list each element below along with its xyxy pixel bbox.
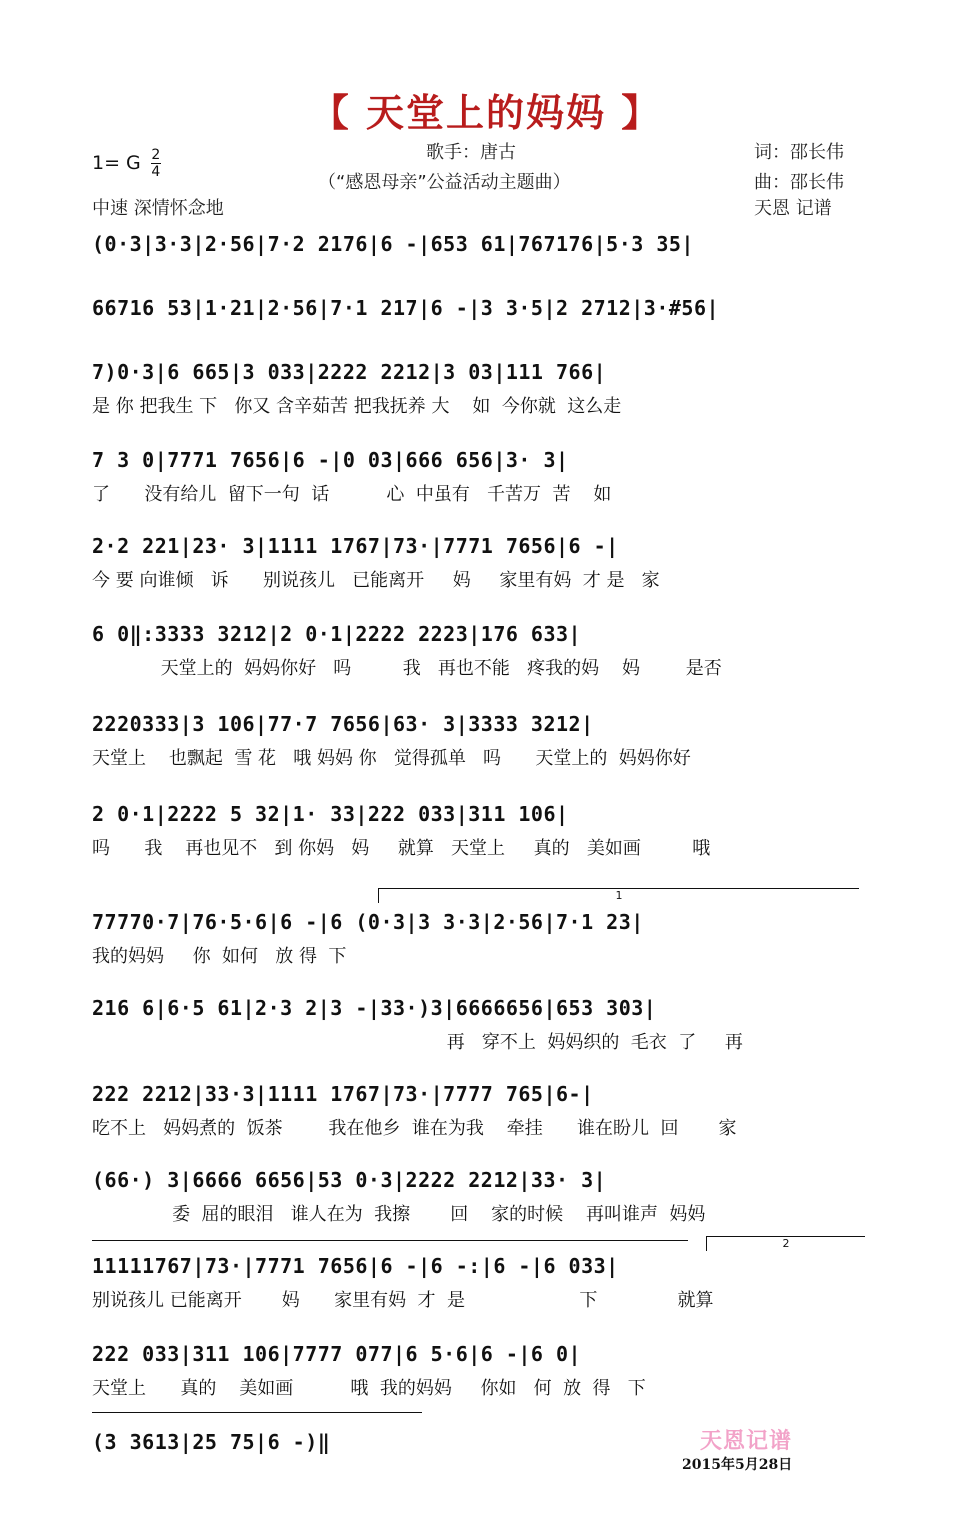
lyrics-line: 我的妈妈 你 如何 放 得 下: [92, 946, 347, 967]
score-row-1: [92, 230, 868, 292]
tempo-marking: 中速 深情怀念地: [92, 198, 224, 219]
notation-line: 222 2212|33·3|1111 1767|73·|7777 765|6-|: [92, 1082, 594, 1106]
song-title: 【 天堂上的妈妈 】: [310, 91, 662, 135]
lyrics-line: 吃不上 妈妈煮的 饭茶 我在他乡 谁在为我 牵挂 谁在盼儿 回 家: [92, 1118, 737, 1139]
score-row-9: [92, 908, 868, 970]
coda-line: [92, 1412, 422, 1413]
notation-line: 77770·7|76·5·6|6 -|6 (0·3|3 3·3|2·56|7·1 23|: [92, 910, 644, 934]
volta-bracket-1: [378, 888, 859, 903]
volta-bracket-2: [706, 1236, 865, 1251]
score-row-12: [92, 1166, 868, 1228]
notation-line: 2220333|3 106|77·7 7656|63· 3|3333 3212|: [92, 712, 594, 736]
time-sig-bottom: 4: [151, 164, 161, 180]
transcriber-stamp: 天恩记谱: [700, 1428, 793, 1454]
volta-label: 2: [782, 1237, 790, 1250]
lyrics-line: 再 穿不上 妈妈织的 毛衣 了 再: [92, 1032, 743, 1053]
subtitle: （“感恩母亲”公益活动主题曲）: [318, 172, 571, 193]
notation-line: (66·) 3|6666 6656|53 0·3|2222 2212|33· 3|: [92, 1168, 607, 1192]
key-signature: [92, 148, 161, 179]
score-row-11: [92, 1080, 868, 1142]
lyrics-line: [92, 266, 868, 292]
volta-label: 1: [615, 889, 623, 902]
score-row-7: [92, 710, 868, 772]
lyrics-line: 天堂上 真的 美如画 哦 我的妈妈 你如 何 放 得 下: [92, 1378, 646, 1399]
notation-line: 222 033|311 106|7777 077|6 5·6|6 -|6 0|: [92, 1342, 582, 1366]
notation-line: 2·2 221|23· 3|1111 1767|73·|7771 7656|6 -|: [92, 534, 619, 558]
score-row-2: [92, 294, 868, 356]
notation-line: 6 0‖:3333 3212|2 0·1|2222 2223|176 633|: [92, 622, 582, 646]
composer: 曲：邵长伟: [754, 172, 844, 193]
score-row-6: [92, 620, 868, 682]
time-signature: [151, 148, 161, 179]
lyrics-line: [92, 330, 868, 356]
notation-line: 2 0·1|2222 5 32|1· 33|222 033|311 106|: [92, 802, 569, 826]
lyrics-line: 天堂上 也飘起 雪 花 哦 妈妈 你 觉得孤单 吗 天堂上的 妈妈你好: [92, 748, 691, 769]
score-row-10: [92, 994, 868, 1056]
score-row-5: [92, 532, 868, 594]
score-row-14: [92, 1340, 868, 1402]
notation-line: (0·3|3·3|2·56|7·2 2176|6 -|653 61|767176|5·3 35|: [92, 232, 694, 256]
score-row-3: [92, 358, 868, 420]
lyrics-line: 了 没有给儿 留下一句 话 心 中虽有 千苦万 苦 如: [92, 484, 612, 505]
transcriber: 天恩 记谱: [754, 198, 832, 219]
time-sig-top: 2: [151, 147, 161, 163]
notation-line: 7)0·3|6 665|3 033|2222 2212|3 03|111 766|: [92, 360, 607, 384]
notation-line: (3 3613|25 75|6 -)‖: [92, 1430, 331, 1454]
score-row-4: [92, 446, 868, 508]
key-label: 1= G: [92, 152, 141, 174]
volta-1-line: [92, 1240, 688, 1241]
lyrics-line: 天堂上的 妈妈你好 吗 我 再也不能 疼我的妈 妈 是否: [92, 658, 722, 679]
score-row-8: [92, 800, 868, 862]
lyrics-line: 吗 我 再也见不 到 你妈 妈 就算 天堂上 真的 美如画 哦: [92, 838, 711, 859]
notation-line: 66716 53|1·21|2·56|7·1 217|6 -|3 3·5|2 2712|3·#56|: [92, 296, 720, 320]
lyrics-line: 别说孩儿 已能离开 妈 家里有妈 才 是 下 就算: [92, 1290, 714, 1311]
transcription-date: 2015年5月28日: [682, 1457, 793, 1473]
notation-line: 7 3 0|7771 7656|6 -|0 03|666 656|3· 3|: [92, 448, 569, 472]
score-row-13: [92, 1252, 868, 1314]
lyrics-line: 是 你 把我生 下 你又 含辛茹苦 把我抚养 大 如 今你就 这么走: [92, 396, 622, 417]
lyricist: 词：邵长伟: [754, 142, 844, 163]
notation-line: 11111767|73·|7771 7656|6 -|6 -:|6 -|6 033|: [92, 1254, 619, 1278]
lyrics-line: 委 屈的眼泪 谁人在为 我擦 回 家的时候 再叫谁声 妈妈: [92, 1204, 706, 1225]
lyrics-line: 今 要 向谁倾 诉 别说孩儿 已能离开 妈 家里有妈 才 是 家: [92, 570, 660, 591]
singer: 歌手：唐古: [426, 142, 516, 163]
notation-line: 216 6|6·5 61|2·3 2|3 -|33·)3|6666656|653 303|: [92, 996, 657, 1020]
